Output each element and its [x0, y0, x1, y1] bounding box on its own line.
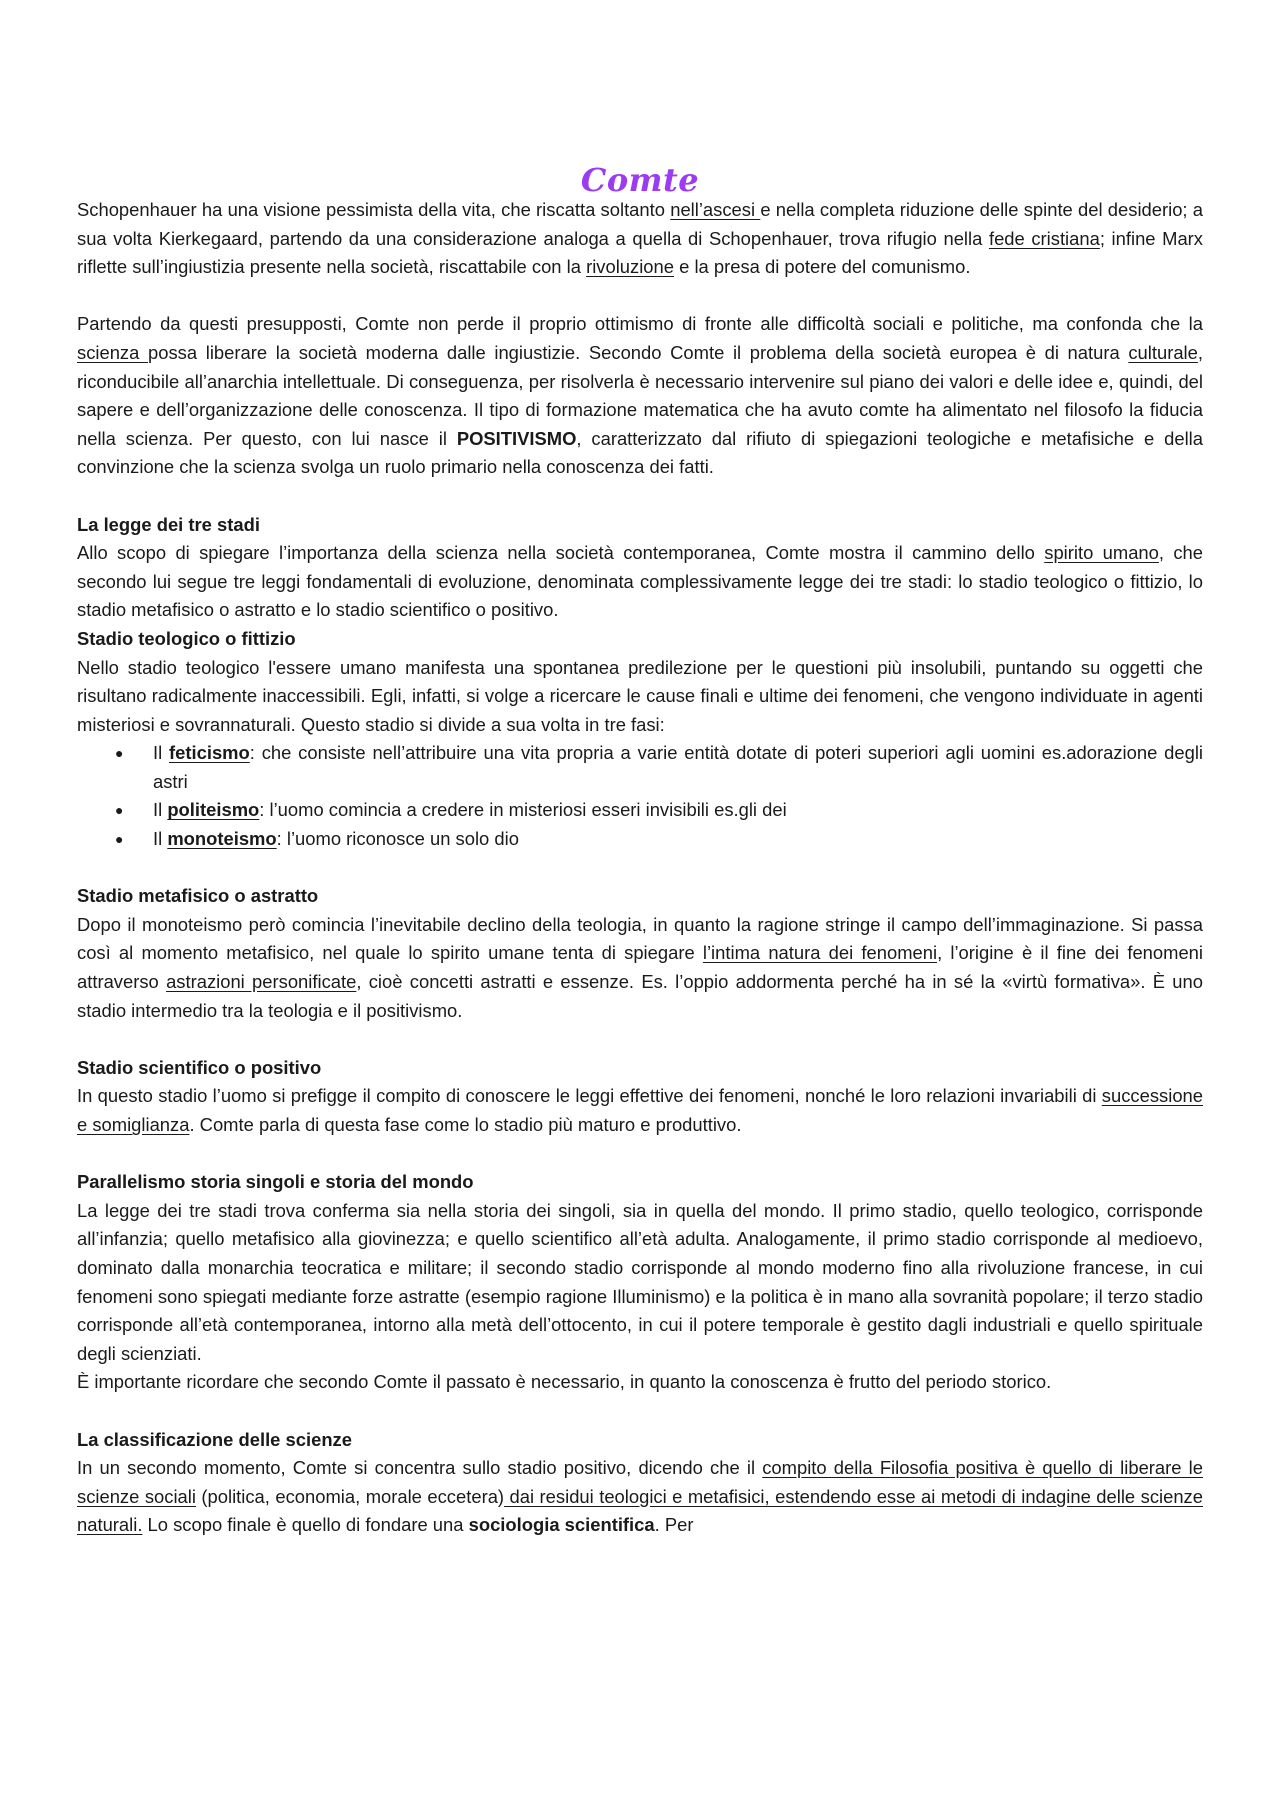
list-item-rest: : che consiste nell’attribuire una vita propria a varie entità dotate di poteri superiori agli uomini es.adorazione degli astri [153, 742, 1203, 792]
list-item-prefix: Il [153, 742, 170, 764]
heading-three-stages: La legge dei tre stadi [77, 513, 260, 535]
classification-text-2: (politica, economia, morale eccetera) [195, 1485, 505, 1507]
intro-underline-rivoluzione: rivoluzione [586, 256, 674, 278]
list-item-term: politeismo [167, 799, 260, 821]
classification-text-1: In un secondo momento, Comte si concentra sullo stadio positivo, dicendo che il [77, 1457, 763, 1479]
list-item-term: feticismo [169, 742, 250, 764]
premise-underline-scienza: scienza [77, 341, 149, 363]
heading-metaphysical: Stadio metafisico o astratto [77, 885, 319, 907]
metaphysical-underline-astrazioni: astrazioni personificate [166, 971, 357, 993]
heading-scientific: Stadio scientifico o positivo [77, 1056, 322, 1078]
list-item-rest: : l’uomo riconosce un solo dio [276, 828, 519, 850]
intro-underline-ascesi: nell’ascesi [670, 199, 761, 220]
premise-text-3: , riconducibile all’anarchia intellettuale. Di conseguenza, per risolverla è necessario intervenire sul piano dei valori e delle idee e, quindi, del sapere e dell’organizzazione delle conoscenza. Il tipo di formazione matematica che ha avuto comte ha alimentato nel filosofo la fiducia nella scienza. Per questo, con lui nasce il [77, 341, 1203, 449]
theological-paragraph: Nello stadio teologico l'essere umano manifesta una spontanea predilezione per le questioni più insolubili, puntando su oggetti che risultano radicalmente inaccessibili. Egli, infatti, si volge a ricercare le cause finali e ultime dei fenomeni, che vengono individuate in agenti misteriosi e sovrannaturali. Questo stadio si divide a sua volta in tre fasi: [77, 656, 1203, 735]
premise-text-2: possa liberare la società moderna dalle ingiustizie. Secondo Comte il problema della società europea è di natura [148, 341, 1129, 363]
heading-theological: Stadio teologico o fittizio [77, 627, 296, 649]
intro-text-3: ; infine Marx riflette sull’ingiustizia presente nella società, riscattabile con la [77, 227, 1203, 278]
intro-paragraph [77, 196, 1203, 282]
list-item-politeismo [153, 796, 1203, 825]
three-stages-paragraph [77, 539, 1203, 625]
spacer [77, 282, 1203, 311]
list-item-term: monoteismo [167, 828, 277, 850]
spacer [77, 482, 1203, 511]
document-page [77, 160, 1203, 1540]
spacer [77, 1140, 1203, 1169]
classification-paragraph [77, 1454, 1203, 1540]
metaphysical-text-1: Dopo il monoteismo però comincia l’inevitabile declino della teologia, in quanto la ragione stringe il campo dell’immaginazione. Si passa così al momento metafisico, nel quale lo spirito umane tenta di spiegare [77, 913, 1203, 964]
metaphysical-underline-intima-natura: l’intima natura dei fenomeni [702, 942, 938, 964]
intro-text-2: e nella completa riduzione delle spinte del desiderio; a sua volta Kierkegaard, partendo da una considerazione analoga a quella di Schopenhauer, trova rifugio nella [77, 199, 1204, 249]
three-stages-text-2: , che secondo lui segue tre leggi fondamentali di evoluzione, denominata complessivamente legge dei tre stadi: lo stadio teologico o fittizio, lo stadio metafisico o astratto e lo stadio scientifico o positivo. [77, 542, 1204, 621]
spacer [77, 854, 1203, 883]
premise-bold-positivismo: POSITIVISMO [456, 427, 577, 449]
scientific-text-1: In questo stadio l’uomo si prefigge il compito di conoscere le leggi effettive dei fenomeni, nonché le loro relazioni invariabili di [77, 1085, 1102, 1107]
list-item-prefix: Il [153, 828, 168, 850]
classification-text-4: . Per [654, 1514, 694, 1536]
premise-text-1: Partendo da questi presupposti, Comte non perde il proprio ottimismo di fronte alle difficoltà sociali e politiche, ma confonda che la [77, 313, 1203, 335]
classification-text-3: Lo scopo finale è quello di fondare una [142, 1514, 469, 1536]
list-item-rest: : l’uomo comincia a credere in misteriosi esseri invisibili es.gli dei [259, 799, 787, 821]
premise-underline-culturale: culturale [1128, 341, 1198, 363]
parallelism-paragraph-1: La legge dei tre stadi trova conferma sia nella storia dei singoli, sia in quella del mondo. Il primo stadio, quello teologico, corrisponde all’infanzia; quello metafisico alla giovinezza; e quello scientifico all’età adulta. Analogamente, il primo stadio corrisponde al medioevo, dominato dalla monarchia teocratica e militare; il secondo stadio corrisponde al mondo moderno fino alla rivoluzione francese, in cui fenomeni sono spiegati mediante forze astratte (esempio ragione Illuminismo) e la politica è in mano alla sovranità popolare; il terzo stadio corrisponde all’età contemporanea, intorno alla metà dell’ottocento, in cui il potere temporale è gestito dagli industriali e quello spirituale degli scienziati. [77, 1199, 1203, 1364]
list-item-feticismo [153, 739, 1203, 796]
classification-underline-residui: dai residui teologici e metafisici, estendendo esse ai metodi di indagine delle scienze naturali. [77, 1485, 1203, 1536]
premise-text-4: , caratterizzato dal rifiuto di spiegazioni teologiche e metafisiche e della convinzione che la scienza svolga un ruolo primario nella conoscenza dei fatti. [77, 427, 1203, 478]
spacer [77, 1397, 1203, 1426]
metaphysical-text-2: , l’origine è il fine dei fenomeni attraverso [77, 942, 1203, 993]
three-stages-text-1: Allo scopo di spiegare l’importanza della scienza nella società contemporanea, Comte mostra il cammino dello [77, 542, 1045, 564]
scientific-underline-successione: successione e somiglianza [77, 1085, 1203, 1135]
metaphysical-text-3: , cioè concetti astratti e essenze. Es. l’oppio addormenta perché ha in sé la «virtù formativa». È uno stadio intermedio tra la teologia e il positivismo. [77, 971, 1203, 1021]
theological-phases-list [77, 739, 1203, 853]
intro-text-4: e la presa di potere del comunismo. [674, 256, 971, 278]
three-stages-underline-spirito: spirito umano [1044, 542, 1159, 564]
intro-text-1: Schopenhauer ha una visione pessimista della vita, che riscatta soltanto [77, 199, 671, 220]
spacer [77, 1025, 1203, 1054]
premise-paragraph [77, 310, 1203, 482]
parallelism-paragraph-2: È importante ricordare che secondo Comte il passato è necessario, in quanto la conoscenza è frutto del periodo storico. [77, 1371, 1052, 1393]
intro-underline-fede: fede cristiana [988, 227, 1100, 249]
page-title: Comte [580, 161, 700, 199]
classification-bold-sociologia: sociologia scientifica [468, 1514, 655, 1536]
scientific-paragraph [77, 1082, 1203, 1139]
heading-parallelism: Parallelismo storia singoli e storia del mondo [77, 1171, 474, 1193]
scientific-text-2: . Comte parla di questa fase come lo stadio più maturo e produttivo. [189, 1114, 742, 1135]
metaphysical-paragraph [77, 911, 1203, 1025]
list-item-monoteismo [153, 825, 1203, 854]
heading-classification: La classificazione delle scienze [77, 1428, 352, 1450]
list-item-prefix: Il [153, 799, 168, 821]
classification-underline-compito: compito della Filosofia positiva è quello di liberare le scienze sociali [77, 1457, 1203, 1507]
